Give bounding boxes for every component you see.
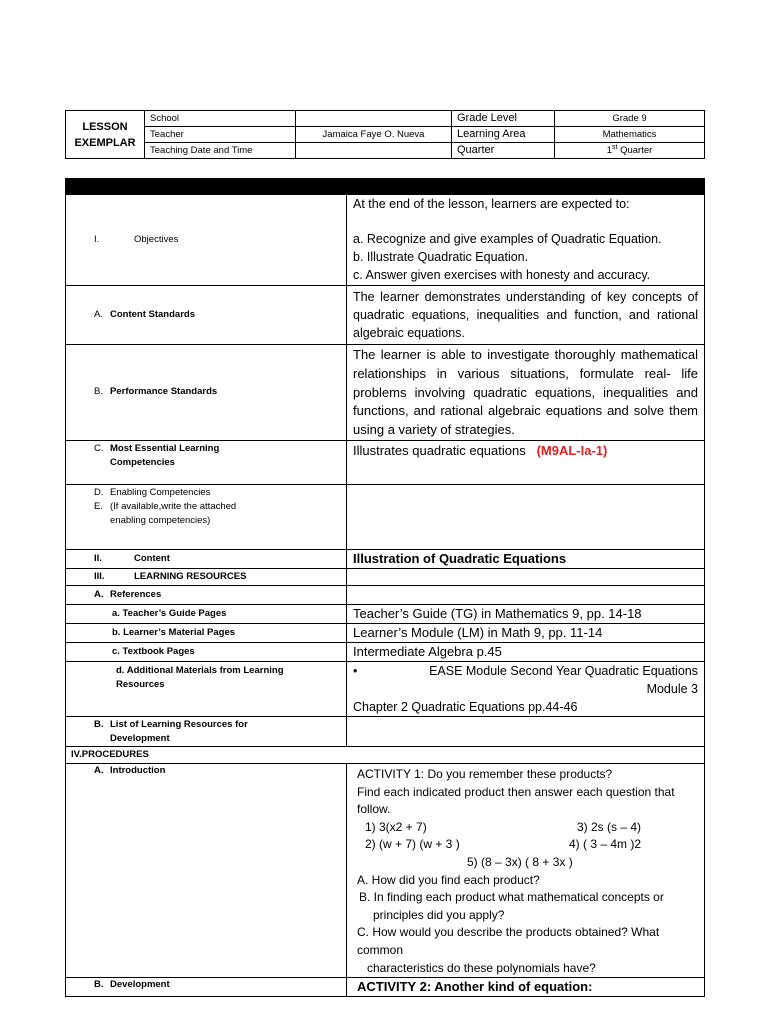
question-a: A. How did you find each product? [357,872,540,887]
problem-1: 1) 3(x2 + 7) [365,819,427,834]
list-resources-number: B. [94,718,104,730]
objectives-content [347,195,705,286]
table-header-bar [66,179,705,195]
melc-label-2: Competencies [110,456,175,468]
additional-materials-row [66,661,705,716]
learning-area-label: Learning Area [452,127,555,143]
tg-pages-text: Teacher’s Guide (TG) in Mathematics 9, pp. 14-18 [347,604,705,623]
enabling-content [347,484,705,549]
lesson-header-table [65,110,705,159]
textbook-pages-label: c. Textbook Pages [66,642,347,661]
development-label: Development [110,979,170,991]
quarter-value [555,143,705,159]
introduction-content [347,763,705,977]
objective-b: b. Illustrate Quadratic Equation. [353,250,529,264]
development-label-cell [66,978,347,997]
learning-resources-row [66,568,705,585]
objectives-intro: At the end of the lesson, learners are expected to: [353,197,630,211]
problems-row-2 [357,836,698,854]
enabling-label-e-1: (If available,write the attached [110,500,237,512]
quarter-label: Quarter [452,143,555,159]
teacher-value: Jamaica Faye O. Nueva [296,127,452,143]
content-standards-label-cell [66,286,347,345]
lesson-label: LESSON [82,120,128,133]
enabling-label-cell [66,484,347,549]
additional-materials-text-2: Chapter 2 Quadratic Equations pp.44-46 [353,699,578,714]
question-c-1: C. How would you describe the products obtained? What common [357,925,660,957]
references-row [66,585,705,604]
introduction-label-cell [66,763,347,977]
quarter-text: Quarter [617,145,653,156]
content-standards-text: The learner demonstrates understanding of key concepts of quadratic equations, inequalities and function, and rational algebraic equations. [347,286,705,345]
grade-level-label: Grade Level [452,111,555,127]
problems-row-3 [357,854,698,872]
list-resources-label-2: Development [110,732,170,744]
melc-label-1: Most Essential Learning [110,442,220,454]
activity-1-instruction: Find each indicated product then answer each question that follow. [357,784,675,817]
teaching-date-value [296,143,452,159]
content-number: II. [94,552,102,564]
enabling-competencies-row [66,484,705,549]
content-text: Illustration of Quadratic Equations [347,549,705,568]
objective-a: a. Recognize and give examples of Quadratic Equation. [353,232,662,246]
content-standards-number: A. [94,309,103,320]
melc-number: C. [94,442,104,454]
melc-code: (M9AL-Ia-1) [536,442,608,458]
quarter-number: 1 [606,145,612,156]
performance-standards-label-cell [66,345,347,441]
procedures-row [66,746,705,763]
references-number: A. [94,588,104,600]
introduction-number: A. [94,764,104,776]
activity-1-title: ACTIVITY 1: Do you remember these products? [357,766,613,781]
teacher-label: Teacher [145,127,296,143]
learning-resources-label: LEARNING RESOURCES [134,570,247,582]
performance-standards-row [66,345,705,441]
problems-row-1 [357,819,698,837]
content-row [66,549,705,568]
content-label: Content [134,552,170,564]
melc-content [347,440,705,484]
references-content [347,585,705,604]
school-value [296,111,452,127]
procedures-label: IV.PROCEDURES [66,746,705,763]
objectives-label-cell [66,195,347,286]
learning-area-value: Mathematics [555,127,705,143]
question-c-2: characteristics do these polynomials have? [367,960,596,975]
lm-pages-label: b. Learner’s Material Pages [66,623,347,642]
additional-materials-content [347,661,705,716]
question-b-2: principles did you apply? [373,907,505,922]
references-label: References [110,588,162,600]
list-resources-label-cell [66,716,347,746]
enabling-number-e: E. [94,500,103,512]
lesson-plan-table [65,178,705,997]
development-number: B. [94,979,104,991]
tg-pages-label: a. Teacher’s Guide Pages [66,604,347,623]
content-label-cell [66,549,347,568]
problem-3: 3) 2s (s – 4) [577,819,642,834]
objective-c: c. Answer given exercises with honesty and accuracy. [353,268,651,282]
textbook-pages-row [66,642,705,661]
activity-2-title: ACTIVITY 2: Another kind of equation: [347,978,705,997]
question-b-1: B. In finding each product what mathematical concepts or [359,890,664,905]
introduction-label: Introduction [110,764,166,776]
learning-resources-content [347,568,705,585]
problem-2: 2) (w + 7) (w + 3 ) [365,837,460,852]
learning-resources-number: III. [94,570,105,582]
additional-materials-text-1: EASE Module Second Year Quadratic Equations Module 3 [429,663,698,696]
development-row [66,978,705,997]
list-resources-content [347,716,705,746]
lesson-exemplar-title [66,111,145,159]
content-standards-label: Content Standards [110,309,195,320]
problem-5: 5) (8 – 3x) ( 8 + 3x ) [467,854,573,869]
grade-level-value: Grade 9 [555,111,705,127]
objectives-number: I. [94,234,100,245]
melc-label-cell [66,440,347,484]
performance-standards-text: The learner is able to investigate thoroughly mathematical relationships in various situations, formulate real- life problems involving quadratic equations, inequalities and functions, and rational algebraic equations and solve them using a variety of strategies. [347,345,705,441]
tg-pages-row [66,604,705,623]
quarter-superscript: st [611,143,618,151]
objectives-label: Objectives [134,234,179,245]
learning-resources-label-cell [66,568,347,585]
enabling-number-d: D. [94,486,104,498]
exemplar-label: EXEMPLAR [74,136,136,149]
enabling-label-e-2: enabling competencies) [110,514,211,526]
enabling-label-d: Enabling Competencies [110,486,211,498]
textbook-pages-text: Intermediate Algebra p.45 [347,642,705,661]
list-resources-label-1: List of Learning Resources for [110,718,248,730]
objectives-row [66,195,705,286]
performance-standards-label: Performance Standards [110,386,218,398]
school-label: School [145,111,296,127]
lm-pages-row [66,623,705,642]
introduction-row [66,763,705,977]
references-label-cell [66,585,347,604]
melc-row [66,440,705,484]
melc-text: Illustrates quadratic equations [353,442,526,458]
lm-pages-text: Learner’s Module (LM) in Math 9, pp. 11-14 [347,623,705,642]
additional-materials-label-2: Resources [116,678,165,690]
additional-materials-label-cell [66,661,347,716]
content-standards-row [66,286,705,345]
teaching-date-label: Teaching Date and Time [145,143,296,159]
additional-materials-label-1: d. Additional Materials from Learning [116,664,284,676]
bullet-icon: • [353,663,358,678]
list-resources-row [66,716,705,746]
additional-materials-line-1 [353,662,698,698]
problem-4: 4) ( 3 – 4m )2 [569,837,642,852]
performance-standards-number: B. [94,386,103,398]
